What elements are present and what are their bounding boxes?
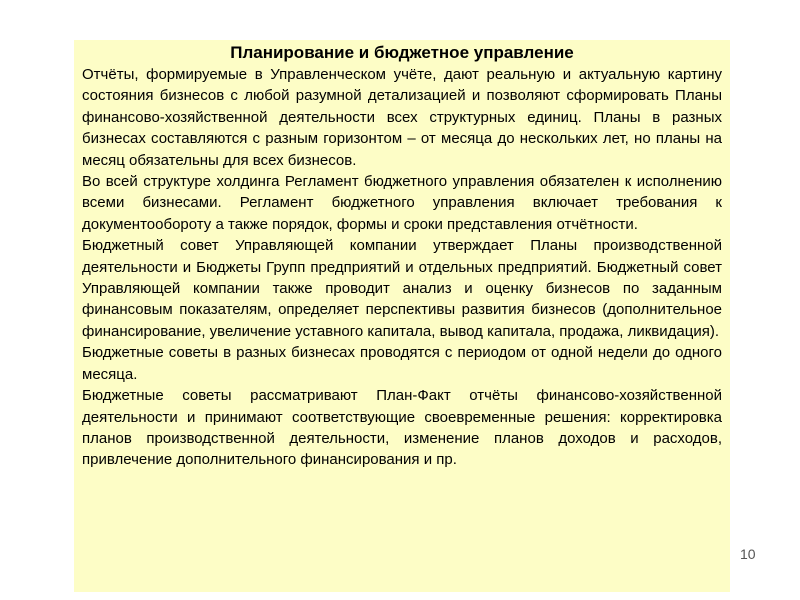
paragraph-budget-council-duties: Бюджетный совет Управляющей компании утверждает Планы производственной деятельности и Бюджеты Групп предприятий и отдельных предприятий. Бюджетный совет Управляющей компании также проводит анализ и оценку бизнесов по заданным финансовым показателям, определяет перспективы развития бизнесов (дополнительное финансирование, увеличение уставного капитала, вывод капитала, продажа, ликвидация).: [82, 237, 722, 340]
paragraph-management-reports: Отчёты, формируемые в Управленческом учёте, дают реальную и актуальную картину состояния бизнесов с любой разумной детализацией и позволяют сформировать Планы финансово-хозяйственной деятельности всех структурных единиц. Планы в разных бизнесах составляются с разным горизонтом – от месяца до нескольких лет, но планы на месяц обязательны для всех бизнесов.: [82, 66, 722, 169]
slide-text-box: [74, 40, 730, 592]
slide-title: Планирование и бюджетное управление: [230, 43, 574, 62]
paragraph-budget-regulation: Во всей структуре холдинга Регламент бюджетного управления обязателен к исполнению всеми бизнесами. Регламент бюджетного управления включает требования к документообороту а также порядок, формы и сроки представления отчётности.: [82, 173, 722, 233]
paragraph-council-frequency: Бюджетные советы в разных бизнесах проводятся с периодом от одной недели до одного месяца.: [82, 344, 722, 383]
paragraph-plan-fact-reports: Бюджетные советы рассматривают План-Факт отчёты финансово-хозяйственной деятельности и принимают соответствующие своевременные решения: корректировка планов производственной деятельности, изменение планов доходов и расходов, привлечение дополнительного финансирования и пр.: [82, 387, 722, 469]
page-number: 10: [740, 546, 756, 562]
